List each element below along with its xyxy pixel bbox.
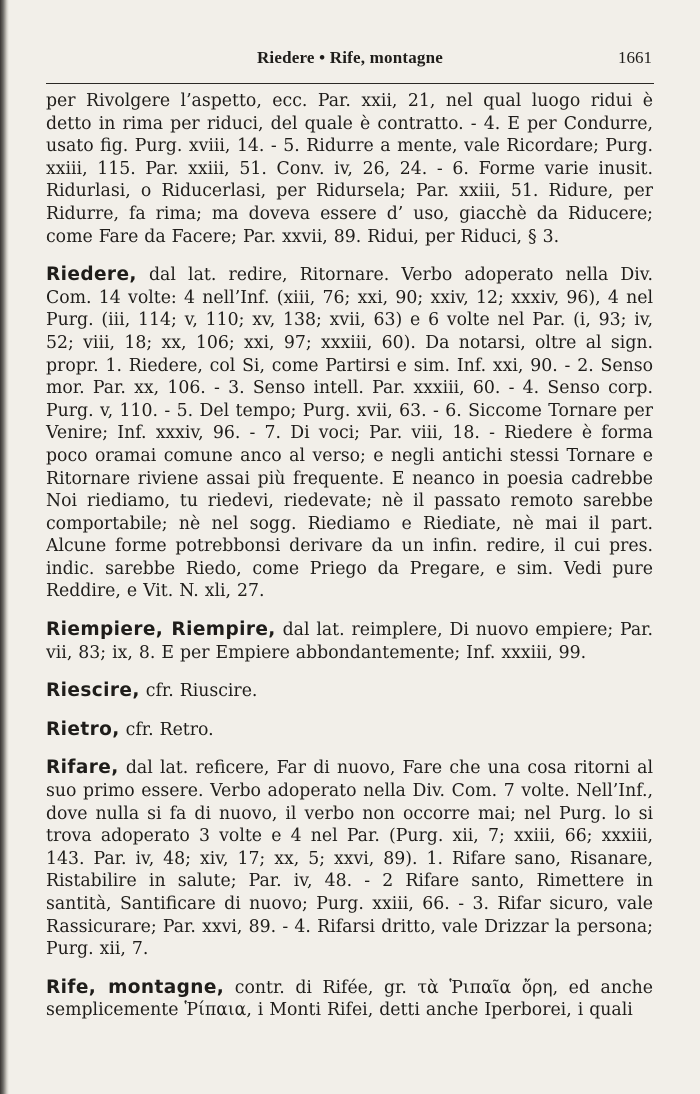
entry-rifare [46, 757, 653, 960]
header-rule [46, 83, 654, 84]
headword: Riescire, [46, 680, 140, 702]
entry-text: dal lat. reimplere, Di nuovo empiere; Par. vii, 83; ix, 8. E per Empiere abbondantemente; Inf. xxxiii, 99. [46, 620, 654, 663]
headword: Rietro, [46, 718, 120, 740]
header-title: Riedere • Rife, montagne [256, 48, 444, 67]
entry-rife-montagne [46, 977, 653, 1022]
entry-riescire [46, 680, 653, 703]
running-header [46, 48, 654, 74]
entry-riedere [46, 264, 653, 603]
page-number: 1661 [618, 48, 652, 67]
entry-text: dal lat. redire, Ritornare. Verbo adoperato nella Div. Com. 14 volte: 4 nell’Inf. (xiii, 76; xxi, 90; xxiv, 12; xxxiv, 96), 4 nel Purg. (iii, 114; v, 110; xv, 138; xvii, 63) e 6 volte nel Par. (i, 93; iv, 52; viii, 18; xx, 106; xxi, 97; xxxiii, 60). Da notarsi, oltre al sign. propr. 1. Riedere, col Si, come Partirsi e sim. Inf. xxi, 90. - 2. Senso mor. Par. xx, 106. - 3. Senso intell. Par. xxxiii, 60. - 4. Senso corp. Purg. v, 110. - 5. Del tempo; Purg. xvii, 63. - 6. Siccome Tornare per Venire; Inf. xxxiv, 96. - 7. Di voci; Par. viii, 18. - Riedere è forma poco oramai comune anco al verso; e negli antichi stessi Tornare e Ritornare riviene assai più frequente. E neanco in poesia cadrebbe Noi riediamo, tu riedevi, riedevate; nè il passato remoto sarebbe comportabile; nè nel sogg. Riediamo e Riediate, nè mai il part. Alcune forme potrebbonsi derivare da un infin. redire, il cui pres. indic. sarebbe Riedo, come Priego da Pregare, e sim. Vedi pure Reddire, e Vit. N. xli, 27. [46, 265, 654, 602]
entry-text: dal lat. reficere, Far di nuovo, Fare che una cosa ritorni al suo primo essere. Verbo adoperato nella Div. Com. 7 volte. Nell’Inf., dove nulla si fa di nuovo, il verbo non occorre mai; nel Purg. lo si trova adoperato 3 volte e 4 nel Par. (Purg. xii, 7; xxiii, 66; xxxiii, 143. Par. iv, 48; xiv, 17; xx, 5; xxvi, 89). 1. Rifare sano, Risanare, Ristabilire in salute; Par. iv, 48. - 2 Rifare santo, Rimettere in santità, Santificare di nuovo; Purg. xxiii, 66. - 3. Rifar sicuro, vale Rassicurare; Par. xxvi, 89. - 4. Rifarsi dritto, vale Drizzar la persona; Purg. xii, 7. [46, 758, 654, 960]
entry-text: contr. di Rifée, gr. τὰ Ῥιπαῖα ὄρη, ed anche semplicemente Ῥίπαια, i Monti Rifei, detti anche Iperborei, i quali [46, 977, 654, 1021]
headword: Rife, montagne, [46, 976, 225, 998]
headword: Riedere, [46, 264, 137, 286]
dictionary-text [46, 90, 653, 1038]
entry-text: cfr. Retro. [125, 719, 214, 740]
entry-continuation [46, 90, 653, 248]
entry-text: per Rivolgere l’aspetto, ecc. Par. xxii, 21, nel qual luogo ridui è detto in rima per riduci, del quale è contratto. - 4. E per Condurre, usato fig. Purg. xviii, 14. - 5. Ridurre a mente, vale Ricordare; Purg. xxiii, 115. Par. xxiii, 51. Conv. iv, 26, 24. - 6. Forme varie inusit. Ridurlasi, o Riducerlasi, per Ridursela; Par. xxiii, 51. Ridure, per Ridurre, fa rima; ma doveva essere d’ uso, giacchè da Riducere; come Fare da Facere; Par. xxvii, 89. Ridui, per Riduci, § 3. [46, 91, 653, 247]
headword: Riempiere, Riempire, [46, 619, 276, 641]
headword: Rifare, [46, 757, 119, 779]
entry-text: cfr. Riuscire. [145, 681, 258, 702]
entry-riempiere [46, 619, 653, 664]
page-binding-edge [0, 0, 9, 1094]
entry-rietro [46, 719, 653, 742]
